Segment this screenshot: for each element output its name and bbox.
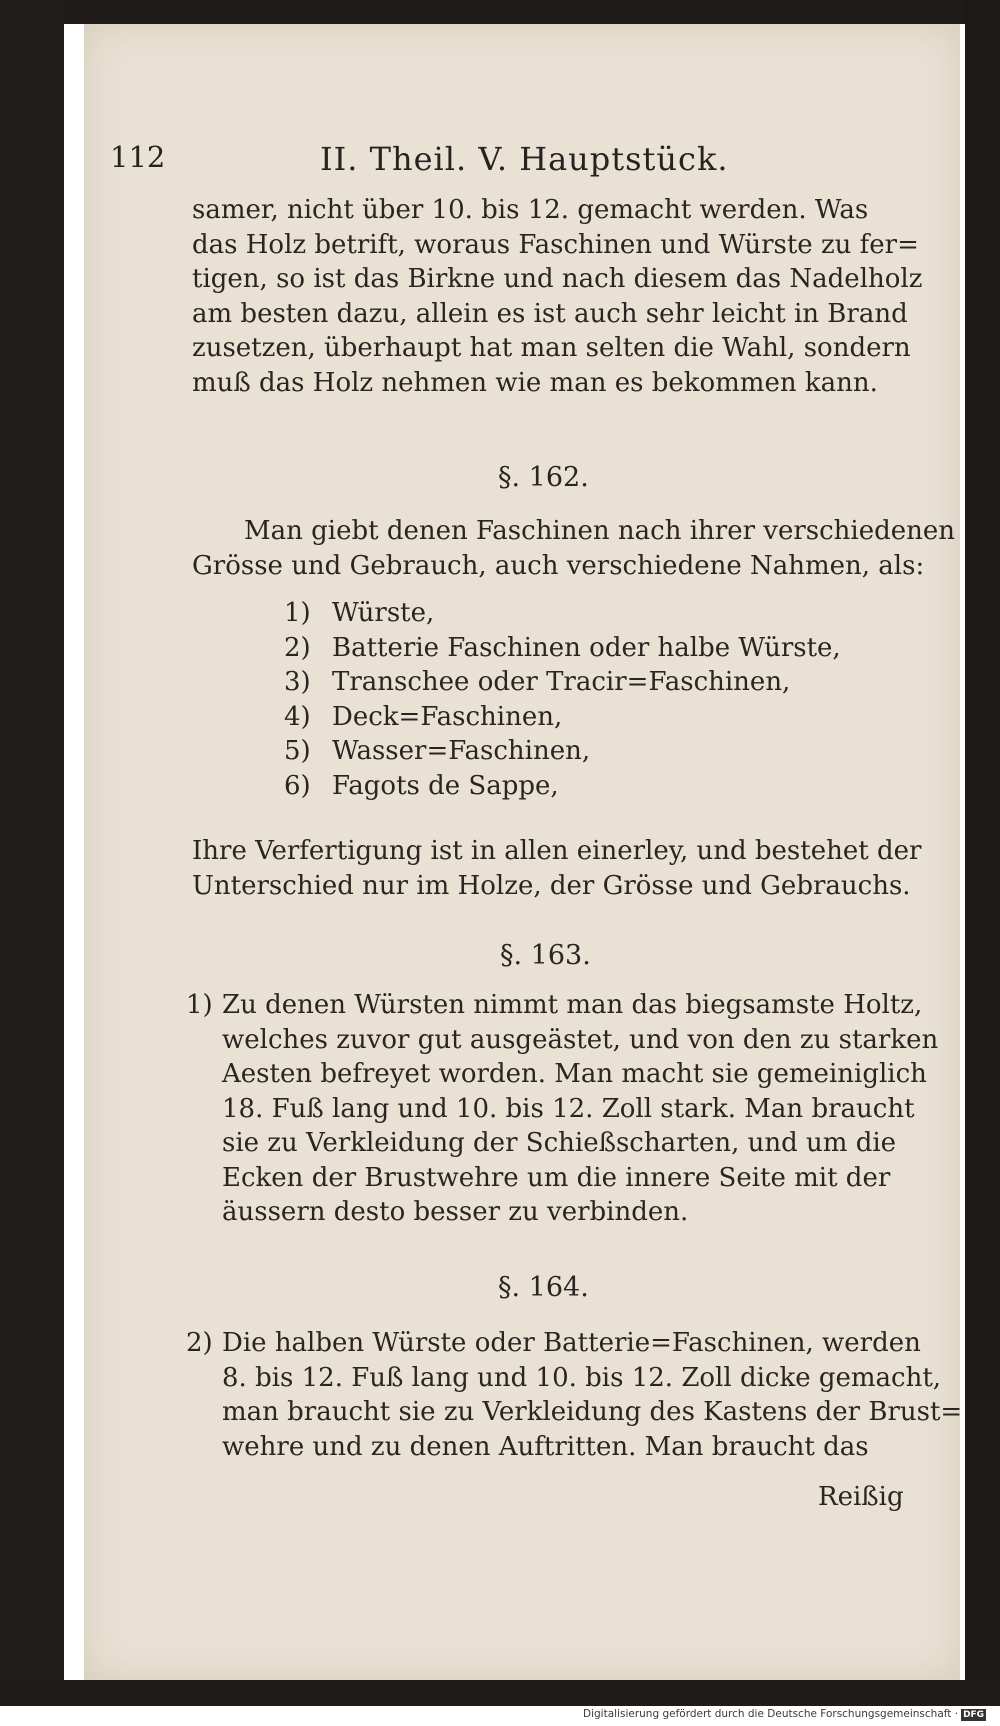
- list-number: 3): [284, 667, 311, 697]
- scan-border-top: [0, 0, 1000, 24]
- section-162-intro: [192, 514, 956, 583]
- text-line: Grösse und Gebrauch, auch verschiedene Nahmen, als:: [192, 550, 925, 581]
- text-line: Ihre Verfertigung ist in allen einerley, und bestehet der: [192, 836, 922, 866]
- list-item: [284, 700, 884, 735]
- text-line: 18. Fuß lang und 10. bis 12. Zoll stark. Man braucht: [222, 1093, 915, 1124]
- text-line: Man giebt denen Faschinen nach ihrer verschiedenen: [244, 516, 956, 546]
- list-item: [284, 769, 884, 804]
- scan-border-left: [0, 0, 64, 1704]
- running-title: II. Theil. V. Hauptstück.: [320, 140, 729, 178]
- page-number: 112: [110, 140, 166, 174]
- text-line: sie zu Verkleidung der Schießscharten, und um die: [222, 1128, 897, 1158]
- text-line: zusetzen, überhaupt hat man selten die Wahl, sondern: [192, 333, 911, 363]
- text-line: das Holz betrift, woraus Faschinen und Würste zu fer=: [192, 229, 919, 260]
- intro-paragraph: [192, 193, 932, 400]
- list-item: [284, 665, 884, 700]
- text-line: am besten dazu, allein es ist auch sehr leicht in Brand: [192, 298, 908, 329]
- text-line: muß das Holz nehmen wie man es bekommen kann.: [192, 367, 878, 398]
- paragraph-body: [222, 1326, 963, 1464]
- section-162-closing: [192, 834, 932, 903]
- section-heading-163: §. 163.: [500, 940, 591, 971]
- text-line: Aesten befreyet worden. Man macht sie gemeiniglich: [222, 1059, 927, 1089]
- text-line: Unterschied nur im Holze, der Grösse und Gebrauchs.: [192, 870, 911, 901]
- text-line: Zu denen Würsten nimmt man das biegsamste Holtz,: [222, 990, 923, 1020]
- text-line: 8. bis 12. Fuß lang und 10. bis 12. Zoll dicke gemacht,: [222, 1362, 942, 1393]
- list-text: Transchee oder Tracir=Faschinen,: [332, 667, 791, 697]
- list-item: [284, 734, 884, 769]
- list-number: 5): [284, 736, 311, 766]
- text-line: Ecken der Brustwehre um die innere Seite mit der: [222, 1162, 891, 1193]
- paragraph-marker: 2): [186, 1328, 213, 1358]
- faschinen-list: [284, 596, 884, 803]
- credit-text: Digitalisierung gefördert durch die Deutsche Forschungsgemeinschaft ·: [583, 1708, 959, 1720]
- text-line: welches zuvor gut ausgeästet, und von den zu starken: [222, 1024, 939, 1055]
- text-line: äussern desto besser zu verbinden.: [222, 1197, 689, 1227]
- scan-border-right: [965, 0, 1000, 1704]
- section-163-paragraph: [186, 988, 946, 1238]
- list-number: 1): [284, 598, 311, 628]
- list-text: Wasser=Faschinen,: [332, 736, 591, 766]
- list-text: Batterie Faschinen oder halbe Würste,: [332, 632, 841, 663]
- page-header: [110, 140, 750, 184]
- text-line: tigen, so ist das Birkne und nach diesem das Nadelholz: [192, 264, 923, 294]
- list-item: [284, 631, 884, 666]
- section-164-paragraph: [186, 1326, 963, 1471]
- list-item: [284, 596, 884, 631]
- list-number: 2): [284, 632, 311, 663]
- text-line: man braucht sie zu Verkleidung des Kastens der Brust=: [222, 1397, 963, 1427]
- catchword: Reißig: [818, 1482, 904, 1512]
- paragraph-marker: 1): [186, 990, 213, 1020]
- text-line: wehre und zu denen Auftritten. Man braucht das: [222, 1431, 869, 1462]
- section-heading-162: §. 162.: [498, 462, 589, 493]
- section-heading-164: §. 164.: [498, 1272, 589, 1303]
- list-text: Deck=Faschinen,: [332, 701, 563, 732]
- list-text: Würste,: [332, 598, 435, 628]
- list-number: 6): [284, 770, 311, 801]
- list-number: 4): [284, 701, 311, 732]
- text-line: samer, nicht über 10. bis 12. gemacht werden. Was: [192, 195, 869, 225]
- text-line: Die halben Würste oder Batterie=Faschinen, werden: [222, 1328, 921, 1358]
- list-text: Fagots de Sappe,: [332, 770, 559, 801]
- digitization-credit: [583, 1708, 986, 1721]
- scan-border-bottom: [0, 1680, 1000, 1706]
- dfg-logo: DFG: [963, 1710, 985, 1720]
- paragraph-body: [222, 988, 939, 1230]
